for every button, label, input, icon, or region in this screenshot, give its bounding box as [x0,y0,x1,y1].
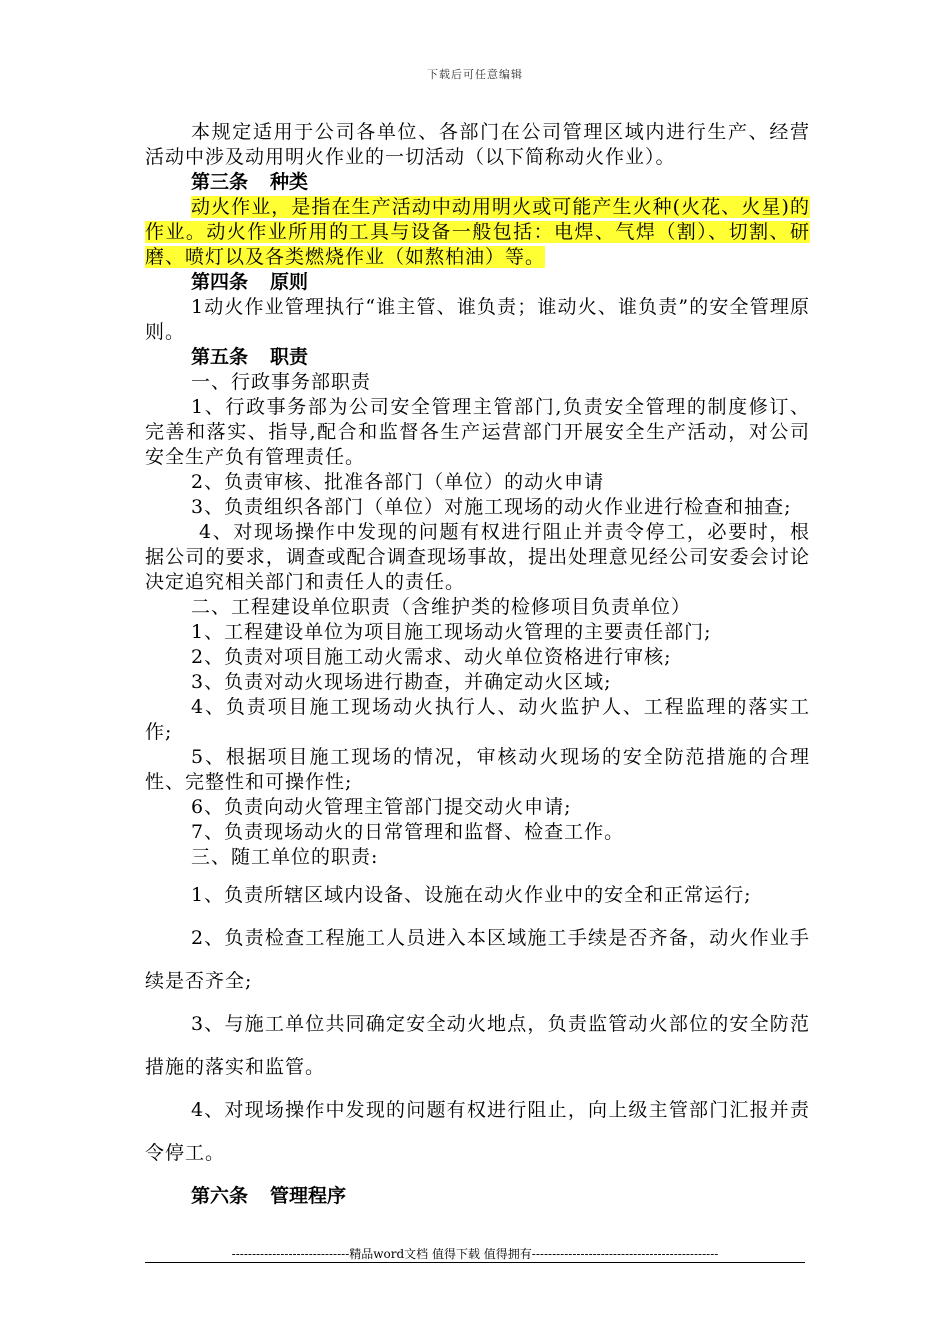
section-6-heading [145,1175,810,1218]
section-5-item: 一、行政事务部职责 [191,371,372,393]
section-3-body [145,195,810,270]
section-5-item: 3、负责对动火现场进行勘查，并确定动火区域; [191,671,612,693]
footer-rule [145,1262,805,1263]
section-5-number: 第五条 [191,346,249,368]
section-5-title: 职责 [270,346,309,368]
section-5-item: 二、工程建设单位职责（含维护类的检修项目负责单位） [191,596,692,618]
section-5-item: 7、负责现场动火的日常管理和监督、检查工作。 [191,821,625,843]
section-3-title: 种类 [270,171,309,193]
section-5-heading [145,345,810,370]
section-5-wide-item: 1、负责所辖区域内设备、设施在动火作业中的安全和正常运行; [191,884,752,906]
section-5-item: 4、对现场操作中发现的问题有权进行阻止并责令停工，必要时，根据公司的要求，调查或配合调查现场事故，提出处理意见经公司安委会讨论决定追究相关部门和责任人的责任。 [145,521,810,593]
section-6-title: 管理程序 [270,1185,347,1207]
document-body [145,120,810,1218]
section-6-number: 第六条 [191,1185,249,1207]
section-5-item: 2、负责对项目施工动火需求、动火单位资格进行审核; [191,646,672,668]
scope-paragraph: 本规定适用于公司各单位、各部门在公司管理区域内进行生产、经营活动中涉及动用明火作业的一切活动（以下简称动火作业）。 [145,121,810,168]
section-5-item: 3、负责组织各部门（单位）对施工现场的动火作业进行检查和抽查; [191,496,792,518]
section-4-body: 1动火作业管理执行“谁主管、谁负责；谁动火、谁负责”的安全管理原则。 [145,296,810,343]
section-3-heading [145,170,810,195]
section-5-wide-item: 4、对现场操作中发现的问题有权进行阻止，向上级主管部门汇报并责令停工。 [145,1099,810,1164]
section-5-item: 5、根据项目施工现场的情况，审核动火现场的安全防范措施的合理性、完整性和可操作性; [145,746,810,793]
section-5-item: 1、工程建设单位为项目施工现场动火管理的主要责任部门; [191,621,712,643]
highlighted-text: 动火作业，是指在生产活动中动用明火或可能产生火种(火花、火星)的作业。动火作业所用的工具与设备一般包括：电焊、气焊（割）、切割、研磨、喷灯以及各类燃烧作业（如熬柏油）等。 [145,196,810,268]
section-5-item: 6、负责向动火管理主管部门提交动火申请; [191,796,572,818]
section-5-item: 4、负责项目施工现场动火执行人、动火监护人、工程监理的落实工作; [145,696,810,743]
page-footer: -----------------------------精品word文档 值得下载 值得拥有---------------------------------------------- [231,1247,719,1261]
section-5-wide-item: 3、与施工单位共同确定安全动火地点，负责监管动火部位的安全防范措施的落实和监管。 [145,1013,810,1078]
section-5-wide-item: 2、负责检查工程施工人员进入本区域施工手续是否齐备，动火作业手续是否齐全; [145,927,810,992]
section-4-number: 第四条 [191,271,249,293]
section-4-heading [145,270,810,295]
section-5-item: 1、行政事务部为公司安全管理主管部门,负责安全管理的制度修订、完善和落实、指导,配合和监督各生产运营部门开展安全生产活动，对公司安全生产负有管理责任。 [145,396,810,468]
section-5-item: 2、负责审核、批准各部门（单位）的动火申请 [191,471,605,493]
section-5-wide-block [145,874,810,1175]
section-4-title: 原则 [270,271,309,293]
section-5-item: 三、随工单位的职责: [191,846,379,868]
section-3-number: 第三条 [191,171,249,193]
page-header: 下载后可任意编辑 [427,68,523,81]
